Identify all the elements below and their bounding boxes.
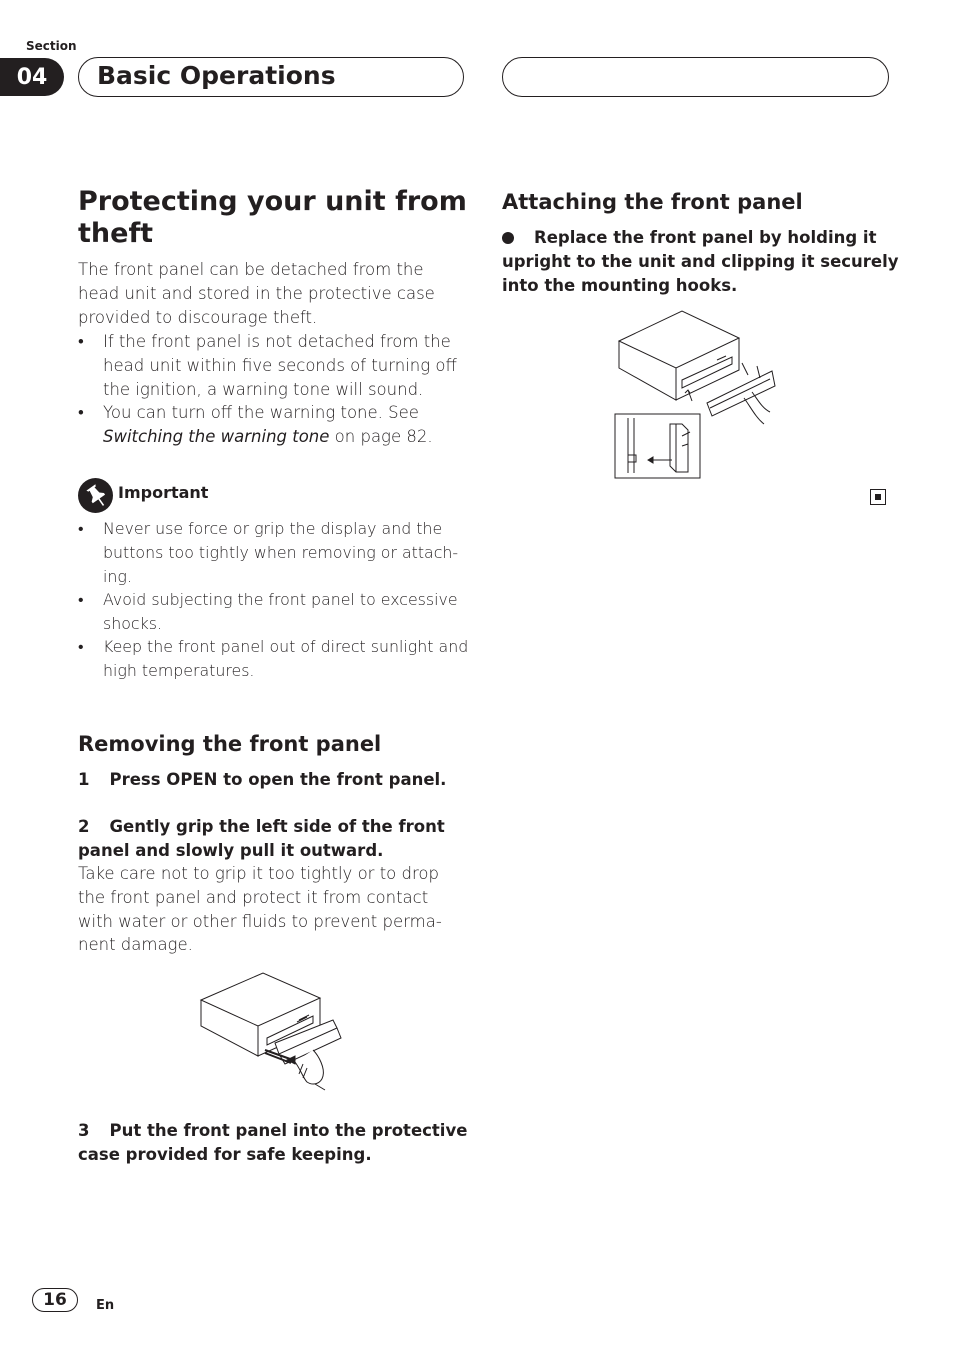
step-number: 3: [78, 1121, 90, 1140]
step-1: [78, 768, 446, 792]
bullet-line: the ignition, a warning tone will sound.: [103, 379, 424, 399]
intro-paragraph: [78, 258, 435, 329]
step-text: Press OPEN to open the front panel.: [109, 770, 447, 789]
page-number: 16: [32, 1288, 78, 1312]
body-line: with water or other fluids to prevent perma-: [78, 911, 442, 931]
protecting-heading: [78, 186, 467, 250]
bullet-line: head unit within five seconds of turning off: [103, 355, 457, 375]
bullet-line: You can turn off the warning tone. See: [103, 403, 419, 422]
section-label: Section: [26, 39, 77, 53]
step-text: Gently grip the left side of the front: [109, 817, 445, 836]
header-empty-frame: [502, 57, 889, 97]
removing-heading: Removing the front panel: [78, 732, 382, 756]
bullet-dot: •: [78, 403, 84, 422]
bullet-dot: •: [78, 637, 84, 656]
section-number-badge: 04: [0, 58, 64, 96]
instruction-line: Replace the front panel by holding it: [534, 228, 877, 247]
intro-line: head unit and stored in the protective case: [78, 283, 435, 303]
important-label: Important: [118, 483, 209, 502]
bullet-line: ing.: [103, 566, 132, 586]
intro-line: provided to discourage theft.: [78, 307, 318, 327]
bullet-line-rest: on page 82.: [329, 426, 433, 446]
step-text: panel and slowly pull it outward.: [78, 840, 384, 860]
bullet-line: shocks.: [103, 613, 162, 633]
intro-line: The front panel can be detached from the: [78, 260, 424, 279]
bullet-dot: •: [78, 332, 84, 351]
step-2: [78, 815, 445, 863]
attaching-illustration: [612, 308, 782, 483]
body-line: Take care not to grip it too tightly or to drop: [78, 864, 439, 883]
bullet-line: buttons too tightly when removing or attach-: [103, 542, 459, 562]
bullet-dot: [502, 232, 514, 244]
body-line: nent damage.: [78, 935, 193, 955]
removing-illustration: [195, 968, 345, 1093]
bullet-dot: •: [78, 519, 84, 538]
body-line: the front panel and protect it from contact: [78, 887, 429, 907]
page-title: Basic Operations: [97, 61, 336, 90]
attaching-instruction: [502, 226, 899, 297]
bullet-line: Avoid subjecting the front panel to excessive: [103, 590, 458, 609]
end-of-section-icon: [870, 489, 886, 505]
important-icon: [78, 478, 113, 513]
bullet-dot: •: [78, 590, 84, 609]
bullet-line: If the front panel is not detached from the: [103, 332, 451, 351]
protecting-heading-line1: Protecting your unit from: [78, 186, 467, 217]
step-number: 2: [78, 817, 90, 836]
bullet-line: Never use force or grip the display and the: [103, 519, 443, 538]
step-2-body: [78, 862, 442, 957]
attaching-heading: Attaching the front panel: [502, 190, 803, 214]
bullet-line: high temperatures.: [103, 660, 255, 680]
instruction-line: upright to the unit and clipping it securely: [502, 251, 899, 271]
language-label: En: [96, 1298, 115, 1313]
instruction-line: into the mounting hooks.: [502, 275, 738, 295]
cross-reference: Switching the warning tone: [103, 426, 330, 446]
step-text: case provided for safe keeping.: [78, 1144, 372, 1164]
protecting-heading-line2: theft: [78, 218, 154, 249]
step-3: [78, 1119, 467, 1167]
step-number: 1: [78, 770, 90, 789]
bullet-line: Keep the front panel out of direct sunlight and: [103, 637, 469, 656]
step-text: Put the front panel into the protective: [109, 1121, 468, 1140]
